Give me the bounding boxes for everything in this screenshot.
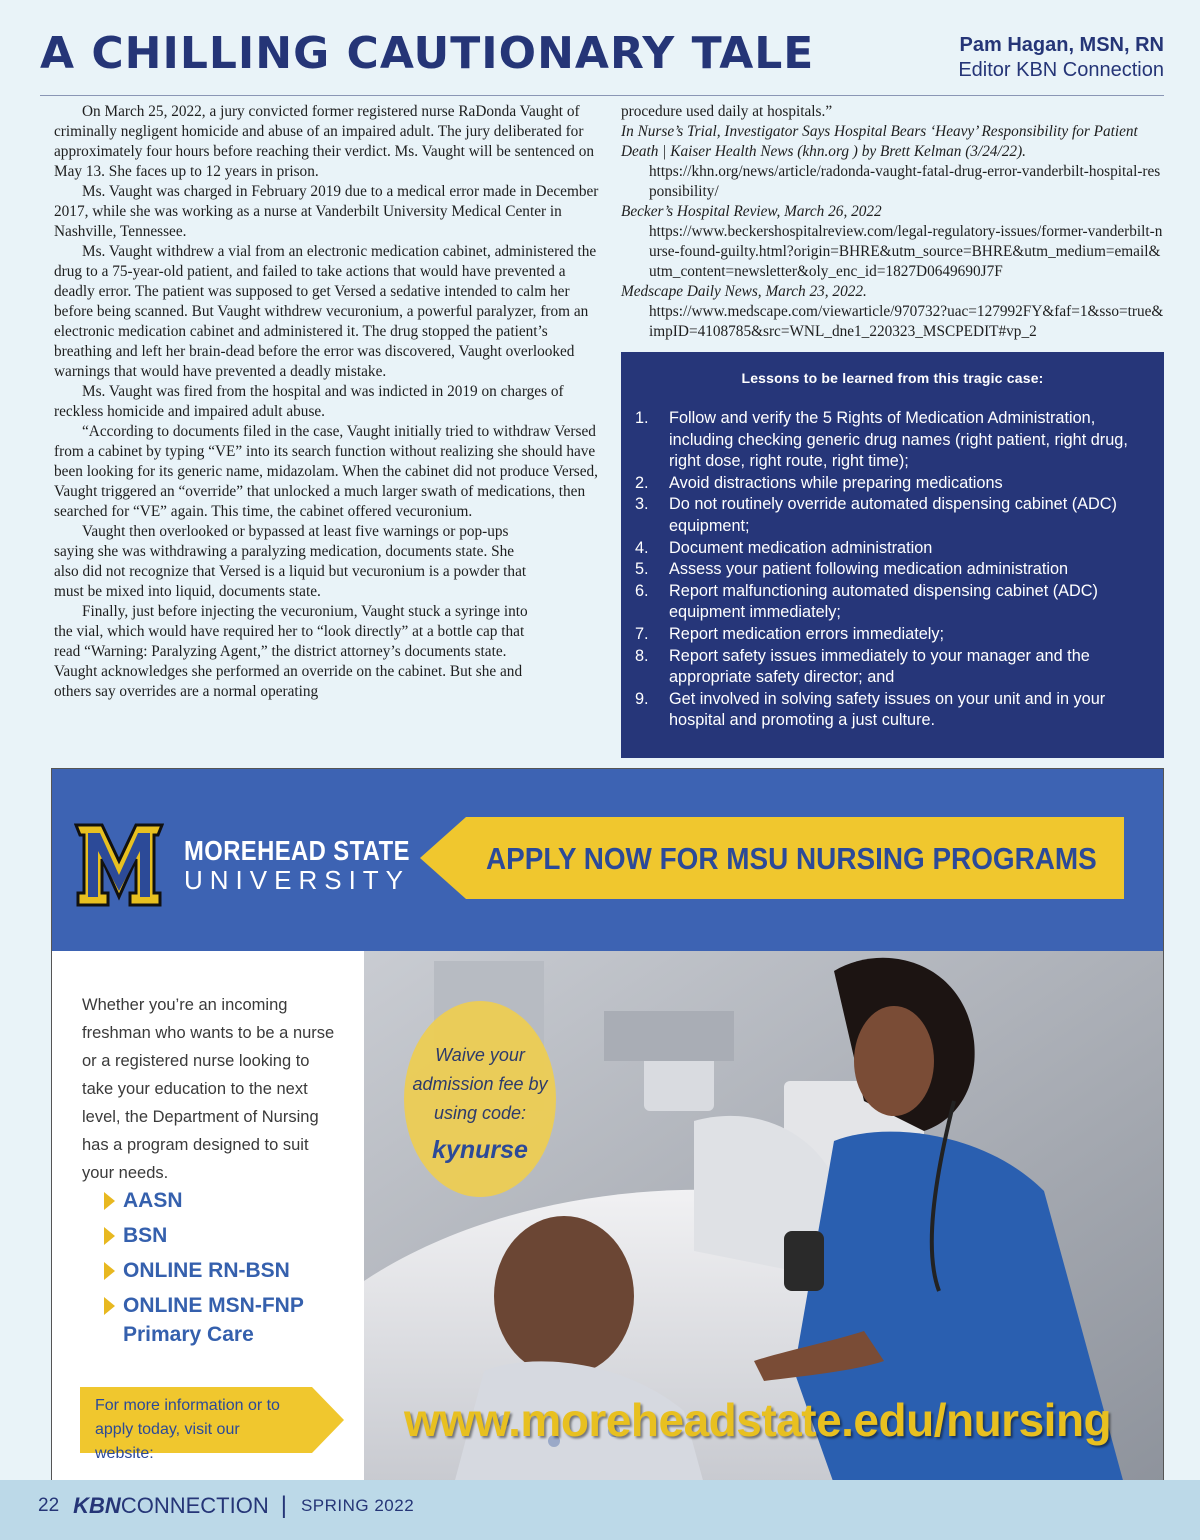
lesson-number: 2. — [635, 473, 649, 492]
logo-line-2: UNIVERSITY — [184, 865, 411, 895]
lesson-text: Follow and verify the 5 Rights of Medication Administration, including checking generic drug names (right patient, right drug, right dose, right route, right time); — [669, 409, 1128, 471]
website-link[interactable]: www.moreheadstate.edu/nursing — [404, 1394, 1112, 1446]
lesson-text: Assess your patient following medication administration — [669, 560, 1069, 579]
reference-url[interactable]: https://www.medscape.com/viewarticle/970732?uac=127992FY&faf=1&sso=true&impID=4108785&src=WNL_dne1_220323_MSCPEDIT#vp_2 — [649, 303, 1164, 340]
lesson-item — [635, 473, 1144, 495]
lesson-item — [635, 581, 1144, 624]
page-title: A CHILLING CAUTIONARY TALE — [40, 28, 815, 79]
article-paragraph: Ms. Vaught was charged in February 2019 due to a medical error made in December 2017, while she was working as a nurse at Vanderbilt University Medical Center in Nashville, Tennessee. — [54, 183, 599, 240]
author-name: Pam Hagan, MSN, RN — [959, 34, 1164, 56]
lesson-item — [635, 494, 1144, 537]
lesson-number: 8. — [635, 646, 649, 665]
article-paragraph: “According to documents filed in the case, Vaught initially tried to withdraw Versed from a cabinet by typing “VE” into its search function without realizing she should have been looking for its generic name, midazolam. When the cabinet did not produce Versed, Vaught triggered an “override” that unlocked a much larger swath of medications, then searched for “VE” again. This time, the cabinet offered vecuronium. — [54, 423, 599, 520]
ad-body-text: Whether you’re an incoming freshman who wants to be a nurse or a registered nurse looking to take your education to the next level, the Department of Nursing has a program designed to suit your needs. — [82, 996, 335, 1182]
program-item[interactable] — [104, 1253, 304, 1288]
reference-citation: Becker’s Hospital Review, March 26, 2022 — [621, 203, 882, 220]
apply-headline[interactable]: APPLY NOW FOR MSU NURSING PROGRAMS — [486, 841, 1097, 876]
lesson-text: Report safety issues immediately to your manager and the appropriate safety director; and — [669, 646, 1090, 687]
article-left-column — [54, 102, 600, 702]
lesson-text: Document medication administration — [669, 538, 933, 557]
program-sublabel: Primary Care — [123, 1323, 254, 1346]
lesson-text: Do not routinely override automated dispensing cabinet (ADC) equipment; — [669, 495, 1117, 535]
program-item[interactable] — [104, 1218, 304, 1253]
lesson-number: 1. — [635, 409, 649, 427]
msu-m-logo-icon — [74, 821, 164, 907]
bullet-arrow-icon — [104, 1297, 115, 1315]
article-paragraph: Finally, just before injecting the vecuronium, Vaught stuck a syringe into the vial, which would have required her to “look directly” at a bottle cap that read “Warning: Paralyzing Agent,” the district attorney’s documents state. Vaught acknowledges she performed an override on the cabinet. But she and others say overrides are a normal operating — [54, 603, 528, 700]
article-continuation: procedure used daily at hospitals.” — [621, 103, 833, 120]
lesson-item — [635, 538, 1144, 560]
lesson-text: Get involved in solving safety issues on your unit and in your hospital and promoting a just culture. — [669, 689, 1106, 730]
issue-label: SPRING 2022 — [300, 1496, 415, 1515]
program-item[interactable] — [104, 1183, 304, 1218]
program-label: BSN — [123, 1223, 168, 1247]
brand-connection: CONNECTION — [120, 1493, 269, 1518]
title-divider — [40, 95, 1164, 96]
lessons-list — [621, 408, 1164, 732]
lesson-text: Report medication errors immediately; — [669, 624, 945, 643]
program-label: AASN — [123, 1188, 183, 1212]
reference-url[interactable]: https://khn.org/news/article/radonda-vaught-fatal-drug-error-vanderbilt-hospital-responsibility/ — [649, 163, 1161, 200]
brand-kbn: KBN — [73, 1493, 121, 1518]
article-paragraph: Ms. Vaught was fired from the hospital and was indicted in 2019 on charges of reckless homicide and impaired adult abuse. — [54, 383, 564, 420]
lesson-item — [635, 624, 1144, 646]
reference-url[interactable]: https://www.beckershospitalreview.com/legal-regulatory-issues/former-vanderbilt-nurse-found-guilty.html?origin=BHRE&utm_source=BHRE&utm_medium=email&utm_content=newsletter&oly_enc_id=1827D0649690J7F — [649, 223, 1163, 280]
program-list — [104, 1183, 304, 1353]
promo-code-bubble — [404, 1001, 556, 1197]
lesson-number: 6. — [635, 581, 649, 600]
page-number: 22 — [38, 1495, 60, 1516]
bullet-arrow-icon — [104, 1192, 115, 1210]
reference-citation: In Nurse’s Trial, Investigator Says Hospital Bears ‘Heavy’ Responsibility for Patient Death | Kaiser Health News (khn.org ) by Brett Kelman (3/24/22). — [621, 123, 1138, 160]
lesson-number: 7. — [635, 624, 649, 643]
lesson-number: 3. — [635, 495, 649, 514]
lesson-item — [635, 559, 1144, 581]
logo-line-1: MOREHEAD STATE — [184, 835, 410, 866]
program-label: ONLINE RN-BSN — [123, 1258, 290, 1282]
bullet-arrow-icon — [104, 1262, 115, 1280]
msu-nursing-ad[interactable] — [51, 768, 1164, 1483]
visit-website-text: For more information or to apply today, visit our website: — [95, 1397, 280, 1462]
author-block — [958, 34, 1164, 82]
promo-text: Waive your admission fee by using code: — [412, 1045, 548, 1123]
lesson-number: 4. — [635, 538, 649, 557]
lesson-item — [635, 689, 1144, 732]
msu-wordmark — [184, 835, 450, 896]
lesson-text: Avoid distractions while preparing medications — [669, 473, 1003, 492]
bullet-arrow-icon — [104, 1227, 115, 1245]
program-item[interactable] — [104, 1288, 304, 1323]
lesson-item — [635, 646, 1144, 689]
article-paragraph: Vaught then overlooked or bypassed at least five warnings or pop-ups saying she was withdrawing a paralyzing medication, documents state. She also did not recognize that Versed is a liquid but vecuronium is a powder that must be mixed into liquid, documents state. — [54, 523, 527, 600]
author-role: Editor KBN Connection — [958, 59, 1164, 81]
lesson-text: Report malfunctioning automated dispensing cabinet (ADC) equipment immediately; — [669, 581, 1098, 622]
lesson-number: 5. — [635, 560, 649, 579]
footer-separator: | — [280, 1492, 287, 1519]
lessons-heading: Lessons to be learned from this tragic case: — [741, 370, 1044, 386]
article-right-column — [621, 102, 1166, 342]
article-paragraph: Ms. Vaught withdrew a vial from an electronic medication cabinet, administered the drug to a 75-year-old patient, and failed to take actions that would have prevented a deadly error. The patient was supposed to get Versed a sedative intended to calm her before being scanned. But Vaught withdrew vecuronium, a powerful paralyzer, from an electronic medication cabinet and administered it. The drug stopped the patient’s breathing and left her brain-dead before the error was discovered, Vaught overlooked warnings that would have prevented a deadly mistake. — [54, 243, 597, 380]
lesson-item — [635, 408, 1144, 473]
article-paragraph: On March 25, 2022, a jury convicted former registered nurse RaDonda Vaught of criminally negligent homicide and abuse of an impaired adult. The jury deliberated for approximately four hours before reaching their verdict. Ms. Vaught will be sentenced on May 13. She faces up to 12 years in prison. — [54, 103, 595, 180]
reference-citation: Medscape Daily News, March 23, 2022. — [621, 283, 867, 300]
lessons-box — [621, 352, 1164, 758]
footer-text — [38, 1492, 414, 1520]
lesson-number: 9. — [635, 689, 649, 708]
promo-code: kynurse — [432, 1136, 528, 1164]
program-label: ONLINE MSN-FNP — [123, 1293, 304, 1317]
